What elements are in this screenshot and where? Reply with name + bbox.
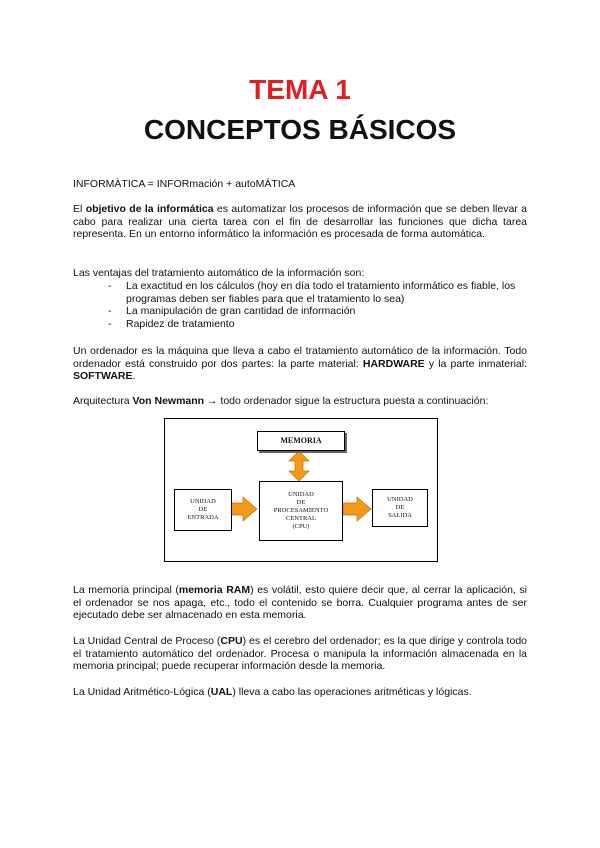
software-term: SOFTWARE: [73, 370, 133, 382]
input-label-1: UNIDAD: [190, 498, 216, 505]
architecture-pre: Arquitectura: [73, 395, 133, 407]
list-item: [73, 280, 527, 305]
memory-label: MEMORIA: [280, 436, 322, 445]
cpu-pre: La Unidad Central de Proceso (: [73, 635, 221, 647]
computer-paragraph: [73, 345, 527, 383]
objective-bold: objetivo de la informática: [85, 203, 214, 215]
input-cpu-arrow: [231, 497, 257, 521]
ram-paragraph: [73, 584, 527, 622]
advantages-list: [73, 280, 527, 330]
page-title: CONCEPTOS BÁSICOS: [143, 114, 457, 145]
ram-pre: La memoria principal (: [73, 584, 179, 596]
cpu-label-4: CENTRAL: [286, 515, 316, 522]
cpu-label-2: DE: [296, 499, 306, 506]
ual-bold: UAL: [210, 686, 233, 698]
ual-paragraph: [73, 686, 527, 699]
memory-cpu-arrow: [289, 451, 309, 481]
von-neumann-diagram: [164, 418, 438, 562]
list-item: [73, 305, 527, 318]
input-unit-box: [174, 489, 232, 531]
list-item-text: La exactitud en los cálculos (hoy en día todo el tratamiento informático es fiable, los programas deben ser fiables para que el tratamiento lo sea): [126, 280, 516, 305]
computer-pre: Un ordenador es la máquina que lleva a cabo el tratamiento automático de la información. Todo ordenador está construido por dos partes: la parte material:: [73, 345, 527, 370]
ram-post: ) es volátil, esto quiere decir que, al cerrar la aplicación, si el ordenador se nos apaga, etc., todo el contenido se borra. Cualquier programa antes de ser ejecutado debe ser almacenado en esta memoria.: [73, 584, 527, 621]
cpu-box: [259, 481, 343, 541]
architecture-paragraph: [73, 395, 527, 408]
memory-box: [257, 431, 345, 451]
cpu-paragraph: [73, 635, 527, 673]
architecture-bold: Von Newmann: [132, 395, 205, 407]
list-item-text: Rapidez de tratamiento: [126, 317, 235, 330]
output-label-1: UNIDAD: [387, 496, 413, 503]
computer-post: .: [132, 370, 136, 382]
output-label-2: DE: [395, 504, 405, 511]
cpu-output-arrow: [343, 497, 371, 521]
hardware-term: HARDWARE: [362, 357, 425, 370]
objective-post: es automatizar los procesos de información que se deben llevar a cabo para realizar una cierta tarea con el fin de desarrollar las funciones que dicha tarea representa. En un entorno informático la información es procesada de forma automática.: [73, 203, 527, 240]
input-label-2: DE: [198, 506, 208, 513]
page-title-number: TEMA 1: [249, 74, 351, 105]
input-label-3: ENTRADA: [187, 514, 219, 521]
cpu-label-1: UNIDAD: [288, 491, 314, 498]
definition-paragraph: INFORMÀTICA = INFORmación + autoMÁTICA: [73, 178, 296, 190]
list-bullet: -: [108, 317, 112, 330]
architecture-post: → todo ordenador sigue la estructura puesta a continuación:: [204, 395, 489, 407]
objective-paragraph: [73, 203, 527, 241]
list-item: [73, 318, 527, 331]
ual-post: ) lleva a cabo las operaciones aritméticas y lógicas.: [232, 686, 472, 698]
output-label-3: SALIDA: [388, 512, 412, 519]
cpu-label-5: (CPU): [292, 523, 310, 530]
list-bullet: -: [108, 280, 112, 292]
objective-pre: El: [73, 203, 86, 215]
list-bullet: -: [108, 305, 112, 317]
ual-pre: La Unidad Aritmético-Lógica (: [73, 686, 211, 698]
cpu-post: ) es el cerebro del ordenador; es la que dirige y controla todo el tratamiento automático del ordenador. Procesa o manipula la información almacenada en la memoria principal; puede recuperar información desde la memoria.: [73, 635, 527, 672]
computer-mid: y la parte inmaterial:: [424, 357, 527, 370]
output-unit-box: [372, 489, 428, 527]
ram-bold: memoria RAM: [178, 584, 251, 596]
cpu-bold: CPU: [220, 635, 243, 647]
cpu-label-3: PROCESAMIENTO: [273, 507, 329, 514]
list-item-text: La manipulación de gran cantidad de información: [126, 305, 356, 317]
advantages-intro: Las ventajas del tratamiento automático de la información son:: [73, 267, 365, 279]
